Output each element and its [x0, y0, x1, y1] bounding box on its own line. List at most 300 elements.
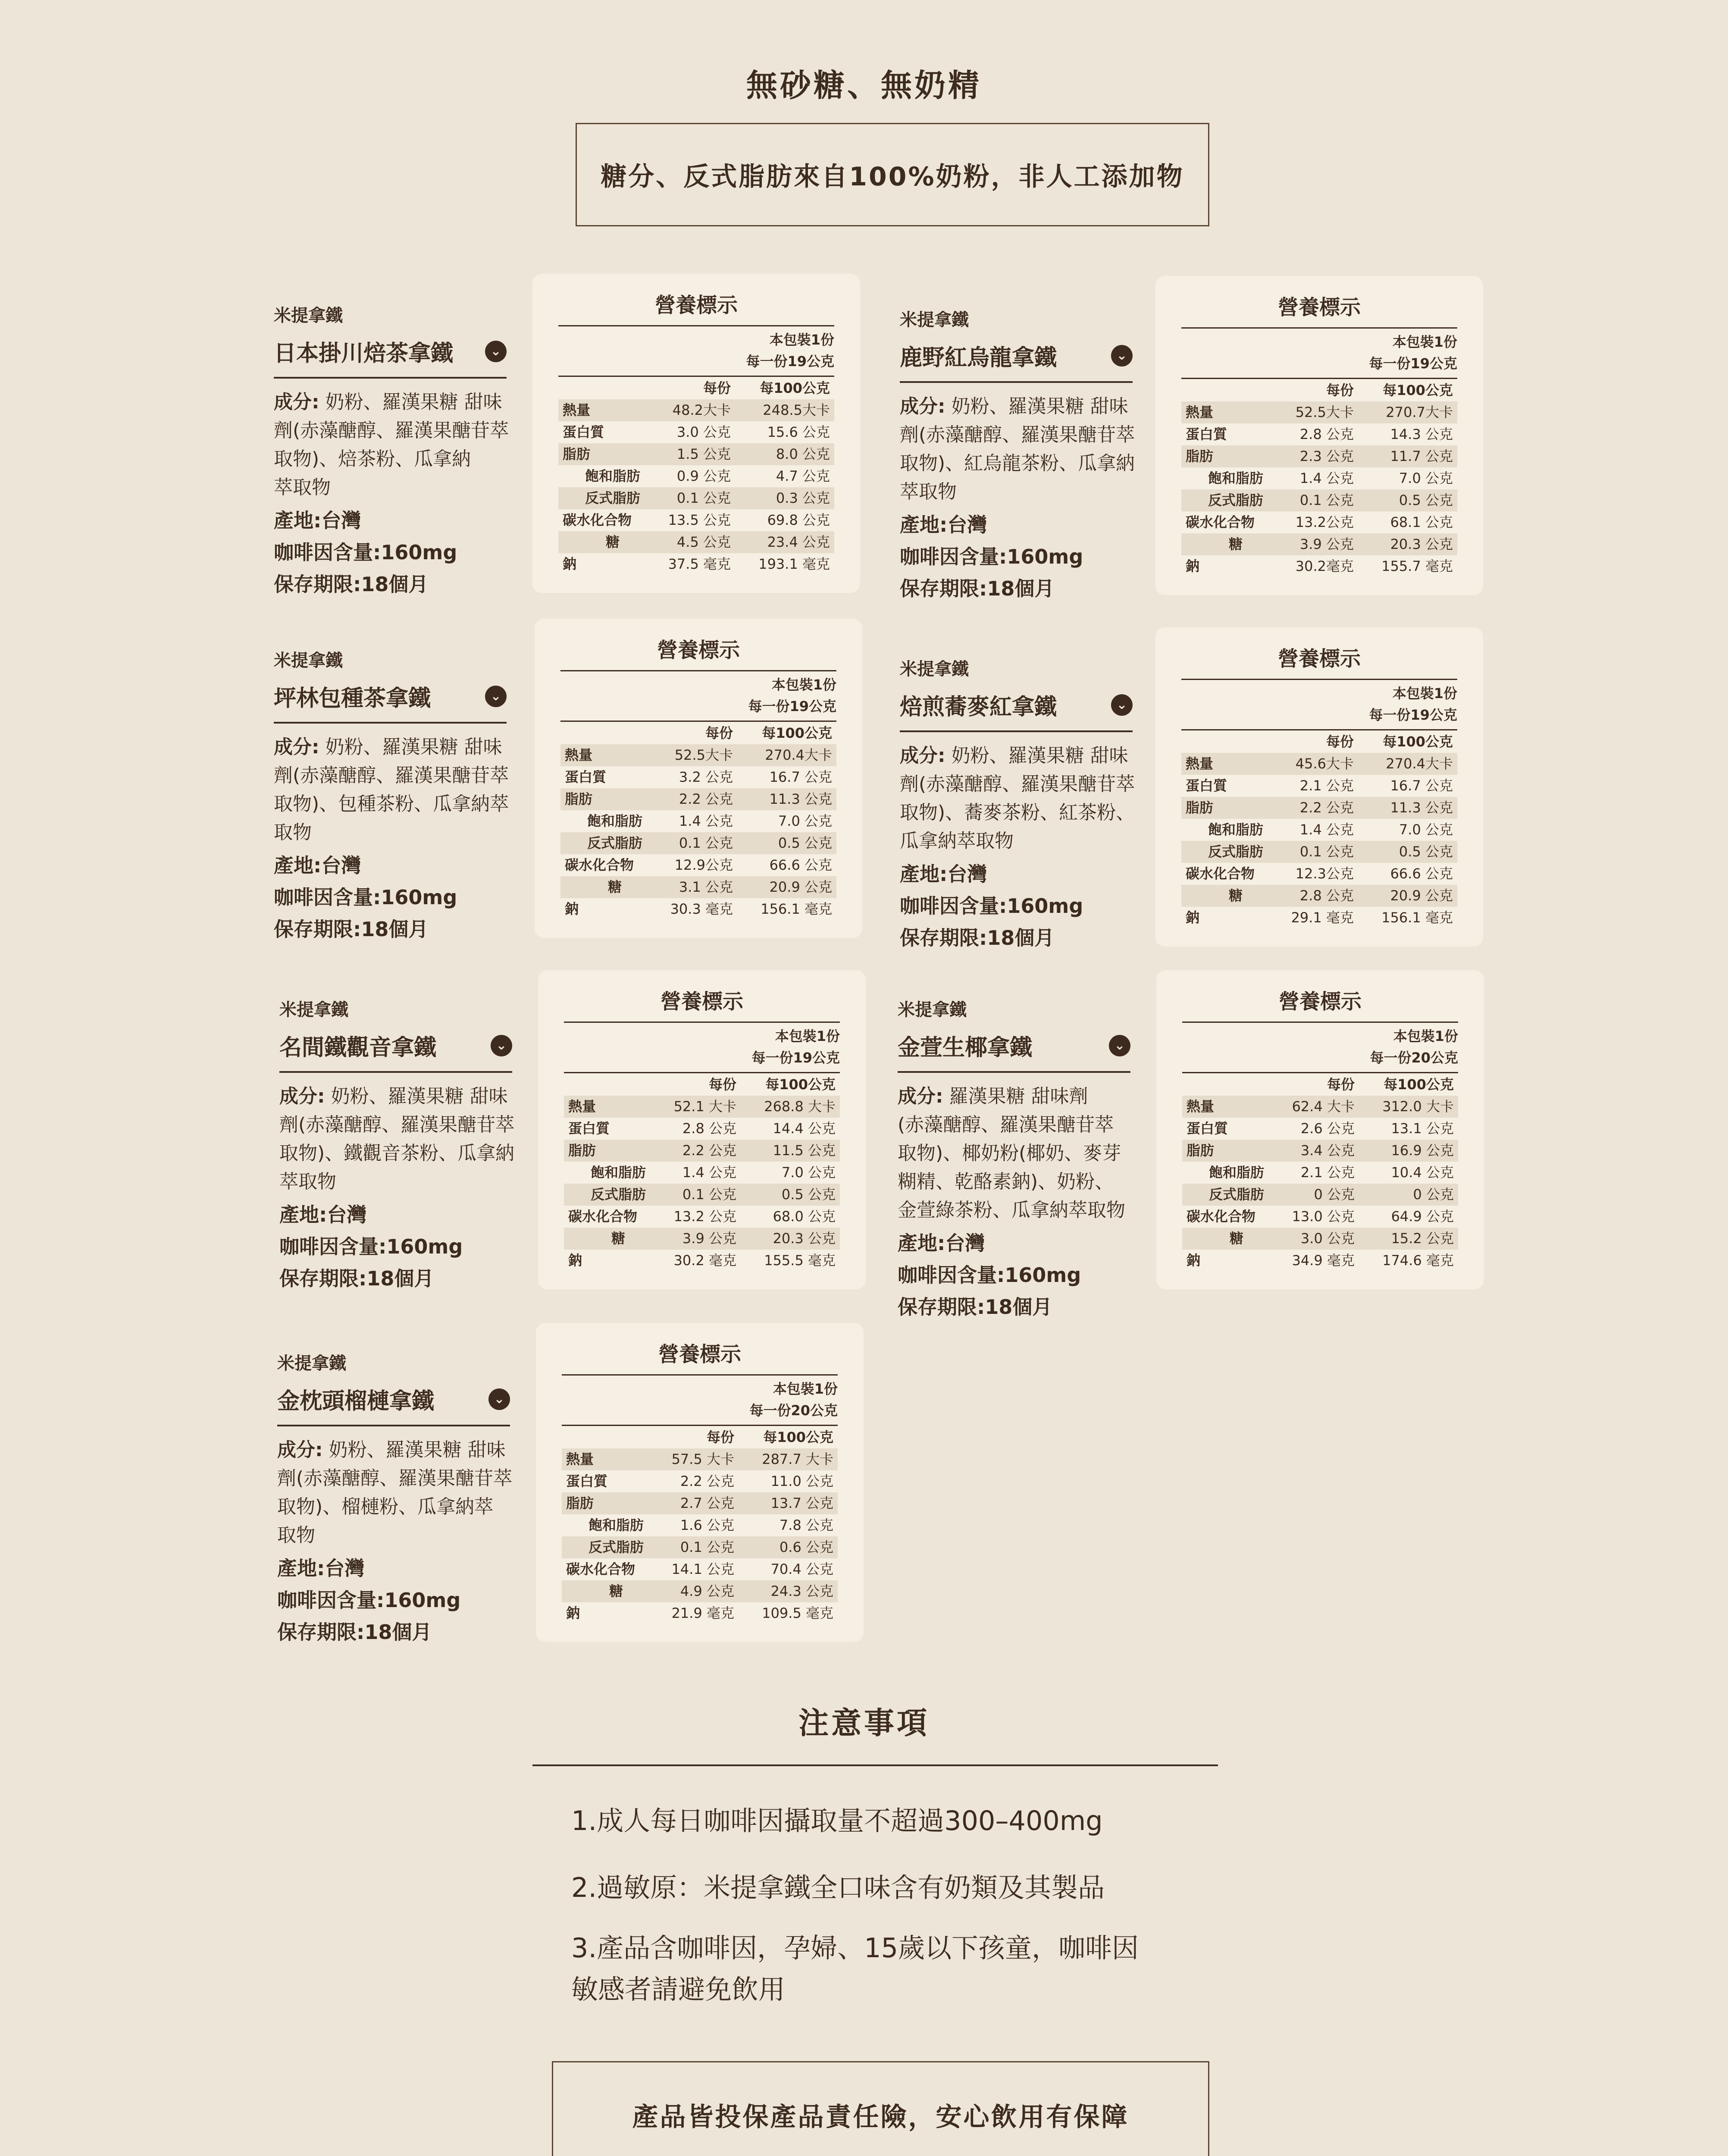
- ingredient-text: 取物)、紅烏龍茶粉、瓜拿納: [900, 452, 1135, 474]
- product-info: [277, 1350, 527, 1648]
- nutrient-label: 脂肪: [1186, 448, 1214, 464]
- nutrient-label: 糖: [611, 1230, 626, 1247]
- chevron-down-icon[interactable]: ⌄: [485, 341, 507, 362]
- tagline-box: 糖分、反式脂肪來自100%奶粉，非人工添加物: [576, 123, 1209, 226]
- nutrition-row: [560, 854, 836, 876]
- nutrient-label: 碳水化合物: [1186, 865, 1255, 882]
- ingredient-line: [900, 799, 1150, 827]
- nutrient-label: 熱量: [1186, 404, 1214, 420]
- nutrient-label: 飽和脂肪: [1208, 470, 1264, 486]
- nutrient-label: 鈉: [568, 1252, 582, 1269]
- nutrient-label: 熱量: [1186, 755, 1214, 772]
- caffeine-content: 咖啡因含量:160mg: [277, 1589, 461, 1612]
- nutrition-header-row: [558, 377, 834, 399]
- serving-info: [1181, 683, 1457, 730]
- product-name-row[interactable]: [900, 689, 1133, 732]
- nutrition-row: [1182, 1140, 1458, 1162]
- nutrition-row: [564, 1184, 840, 1206]
- shelf-life: 保存期限:18個月: [279, 1267, 434, 1290]
- nutrient-per-serving: 52.5大卡: [674, 747, 733, 763]
- serving-info: [560, 674, 836, 722]
- per-100g-header: 每100公克: [760, 380, 830, 396]
- nutrient-label: 蛋白質: [1186, 426, 1227, 442]
- nutrient-per-serving: 2.1 公克: [1300, 1164, 1355, 1181]
- nutrition-row: [1181, 445, 1457, 467]
- nutrition-header-row: [562, 1426, 838, 1448]
- nutrient-per-100g: 11.3 公克: [1390, 799, 1453, 816]
- nutrition-title: 營養標示: [1182, 985, 1458, 1023]
- ingredient-line: [274, 388, 524, 417]
- nutrient-per-100g: 174.6 毫克: [1382, 1252, 1454, 1269]
- ingredients-label: 成分:: [900, 395, 945, 417]
- nutrient-per-serving: 13.2公克: [1295, 514, 1354, 530]
- nutrient-per-100g: 11.5 公克: [773, 1142, 836, 1159]
- nutrient-label: 碳水化合物: [566, 1561, 635, 1577]
- nutrient-label: 脂肪: [566, 1495, 594, 1511]
- ingredient-line: [274, 445, 524, 473]
- brand-label: 米提拿鐵: [898, 1000, 967, 1020]
- nutrient-per-100g: 7.8 公克: [779, 1517, 833, 1533]
- per-serving-header: 每份: [1326, 382, 1354, 398]
- chevron-down-icon[interactable]: ⌄: [1109, 1035, 1130, 1056]
- ingredients-label: 成分:: [277, 1439, 323, 1461]
- nutrient-label: 反式脂肪: [585, 490, 641, 506]
- serving-size: 每一份19公克: [746, 353, 834, 370]
- ingredients-label: 成分:: [900, 745, 945, 767]
- brand-label: 米提拿鐵: [274, 651, 343, 671]
- ingredient-line: [898, 1168, 1148, 1196]
- nutrition-row: [1181, 753, 1457, 775]
- nutrition-title: 營養標示: [560, 633, 836, 671]
- nutrient-per-100g: 13.7 公克: [770, 1495, 833, 1511]
- ingredient-text: 糊精、乾酪素鈉)、奶粉、: [898, 1171, 1114, 1193]
- nutrient-per-100g: 14.3 公克: [1390, 426, 1453, 442]
- nutrient-per-serving: 34.9 毫克: [1292, 1252, 1355, 1269]
- nutrition-row: [1181, 511, 1457, 533]
- ingredient-text: 取物)、榴槤粉、瓜拿納萃: [277, 1496, 494, 1518]
- per-100g-header: 每100公克: [1383, 733, 1453, 750]
- notice-item: 3.產品含咖啡因，孕婦、15歲以下孩童，咖啡因: [571, 1932, 1139, 1964]
- serving-size: 每一份20公克: [1370, 1050, 1458, 1066]
- chevron-down-icon[interactable]: ⌄: [1111, 345, 1133, 367]
- product-name: 金枕頭榴槤拿鐵: [277, 1388, 435, 1414]
- origin: 產地:台灣: [900, 862, 987, 886]
- nutrition-facts-table: [1155, 627, 1483, 946]
- nutrition-header-row: [1182, 1073, 1458, 1096]
- nutrition-row: [562, 1470, 838, 1492]
- nutrition-row: [564, 1250, 840, 1272]
- nutrient-per-100g: 68.1 公克: [1390, 514, 1453, 530]
- serving-size: 每一份19公克: [751, 1050, 840, 1066]
- nutrient-per-serving: 2.2 公克: [680, 1473, 734, 1489]
- nutrition-row: [1181, 819, 1457, 841]
- nutrient-per-serving: 0.1 公克: [1299, 492, 1354, 508]
- nutrient-per-100g: 268.8 大卡: [764, 1098, 836, 1115]
- product-name-row[interactable]: [898, 1029, 1130, 1073]
- nutrition-row: [558, 487, 834, 509]
- ingredient-line: [900, 392, 1150, 421]
- ingredient-text: 取物)、蕎麥茶粉、紅茶粉、: [900, 802, 1135, 824]
- ingredient-text: 金萱綠茶粉、瓜拿納萃取物: [898, 1199, 1125, 1221]
- nutrition-row: [1181, 907, 1457, 929]
- nutrient-per-serving: 3.0 公克: [1300, 1230, 1355, 1247]
- nutrition-title: 營養標示: [564, 985, 840, 1023]
- product-name-row[interactable]: [277, 1383, 510, 1426]
- nutrient-per-serving: 1.4 公克: [1299, 821, 1354, 838]
- nutrient-per-serving: 3.9 公克: [682, 1230, 736, 1247]
- nutrient-per-100g: 16.7 公克: [1390, 777, 1453, 794]
- caffeine-content: 咖啡因含量:160mg: [274, 886, 457, 909]
- nutrition-facts-table: [1155, 276, 1483, 595]
- nutrient-per-serving: 2.8 公克: [1299, 887, 1354, 904]
- nutrient-label: 蛋白質: [1186, 1120, 1228, 1137]
- nutrient-per-serving: 13.2 公克: [673, 1208, 736, 1225]
- chevron-down-icon[interactable]: ⌄: [491, 1035, 512, 1056]
- nutrient-label: 碳水化合物: [563, 512, 632, 528]
- nutrition-row: [1182, 1184, 1458, 1206]
- brand-label: 米提拿鐵: [900, 310, 969, 330]
- nutrient-per-serving: 52.5大卡: [1295, 404, 1354, 420]
- nutrient-per-serving: 2.7 公克: [680, 1495, 734, 1511]
- nutrient-per-100g: 16.9 公克: [1391, 1142, 1454, 1159]
- ingredients: [279, 1082, 529, 1196]
- per-100g-header: 每100公克: [765, 1076, 836, 1093]
- per-100g-header: 每100公克: [763, 1429, 833, 1445]
- notice-item: 敏感者請避免飲用: [571, 1974, 786, 2005]
- chevron-down-icon[interactable]: ⌄: [488, 1388, 510, 1410]
- product-info: [900, 306, 1150, 605]
- nutrient-label: 脂肪: [1186, 799, 1214, 816]
- nutrient-per-100g: 7.0 公克: [781, 1164, 836, 1181]
- ingredient-text: 取物: [277, 1524, 315, 1546]
- nutrient-per-100g: 66.6 公克: [1390, 865, 1453, 882]
- ingredients: [900, 392, 1150, 506]
- nutrition-row: [1181, 885, 1457, 907]
- nutrient-label: 糖: [608, 879, 622, 895]
- nutrient-per-serving: 1.5 公克: [676, 446, 731, 462]
- nutrient-per-100g: 7.0 公克: [1399, 470, 1453, 486]
- nutrition-facts-table: [538, 970, 866, 1289]
- nutrient-per-100g: 23.4 公克: [767, 534, 830, 550]
- serving-info: [562, 1378, 838, 1426]
- nutrition-row: [560, 898, 836, 920]
- ingredient-text: 取物)、鐵觀音茶粉、瓜拿納: [279, 1142, 515, 1164]
- chevron-down-icon[interactable]: ⌄: [1111, 694, 1133, 716]
- nutrient-label: 碳水化合物: [1186, 514, 1255, 530]
- nutrient-per-serving: 21.9 毫克: [671, 1605, 734, 1621]
- nutrition-row: [1181, 863, 1457, 885]
- nutrient-per-100g: 64.9 公克: [1391, 1208, 1454, 1225]
- nutrition-row: [562, 1580, 838, 1602]
- nutrition-row: [1181, 555, 1457, 577]
- nutrient-per-serving: 12.9公克: [674, 857, 733, 873]
- nutrient-per-serving: 1.4 公克: [682, 1164, 736, 1181]
- nutrition-header-row: [1181, 379, 1457, 401]
- nutrition-row: [558, 399, 834, 421]
- nutrient-per-serving: 0.1 公克: [680, 1539, 734, 1555]
- product-info: [274, 302, 524, 600]
- notice-title: 注意事項: [798, 1705, 930, 1741]
- nutrition-facts-table: [536, 1323, 864, 1642]
- product-name-row[interactable]: [274, 335, 507, 379]
- nutrient-per-serving: 3.0 公克: [676, 424, 731, 440]
- nutrition-row: [558, 509, 834, 531]
- nutrition-row: [1182, 1118, 1458, 1140]
- nutrition-header-row: [1181, 730, 1457, 753]
- nutrient-label: 鈉: [563, 556, 577, 572]
- nutrition-row: [558, 443, 834, 465]
- nutrition-row: [1181, 841, 1457, 863]
- nutrition-header-row: [560, 722, 836, 744]
- nutrient-label: 飽和脂肪: [585, 468, 641, 484]
- shelf-life: 保存期限:18個月: [900, 577, 1055, 600]
- nutrient-per-serving: 14.1 公克: [671, 1561, 734, 1577]
- nutrient-per-serving: 29.1 毫克: [1291, 909, 1354, 926]
- nutrient-label: 蛋白質: [566, 1473, 608, 1489]
- shelf-life: 保存期限:18個月: [900, 926, 1055, 950]
- nutrient-per-100g: 156.1 毫克: [1381, 909, 1453, 926]
- product-info: [898, 996, 1148, 1323]
- nutrient-per-100g: 0 公克: [1413, 1186, 1454, 1203]
- nutrient-label: 鈉: [1186, 558, 1200, 574]
- ingredient-line: [277, 1521, 527, 1550]
- nutrient-label: 飽和脂肪: [587, 813, 643, 829]
- nutrient-per-100g: 270.4大卡: [1386, 755, 1453, 772]
- nutrient-per-serving: 0 公克: [1314, 1186, 1355, 1203]
- nutrient-per-serving: 0.1 公克: [676, 490, 731, 506]
- nutrient-per-serving: 52.1 大卡: [673, 1098, 736, 1115]
- chevron-down-icon[interactable]: ⌄: [485, 686, 507, 707]
- ingredient-line: [900, 742, 1150, 770]
- brand-label: 米提拿鐵: [279, 1000, 348, 1020]
- product-name-row[interactable]: [900, 339, 1133, 383]
- nutrient-per-100g: 70.4 公克: [770, 1561, 833, 1577]
- per-serving-header: 每份: [1326, 733, 1354, 750]
- nutrient-per-100g: 0.5 公克: [1399, 492, 1453, 508]
- nutrient-per-100g: 270.7大卡: [1386, 404, 1453, 420]
- nutrient-per-serving: 2.2 公克: [1299, 799, 1354, 816]
- nutrition-row: [564, 1228, 840, 1250]
- nutrient-per-serving: 30.3 毫克: [670, 901, 733, 917]
- nutrient-per-100g: 68.0 公克: [773, 1208, 836, 1225]
- ingredient-text: 取物: [274, 821, 312, 843]
- package-servings: 本包裝1份: [1393, 1028, 1458, 1044]
- nutrition-row: [1182, 1228, 1458, 1250]
- nutrient-per-100g: 155.5 毫克: [764, 1252, 836, 1269]
- nutrient-per-100g: 20.9 公克: [1390, 887, 1453, 904]
- nutrient-per-serving: 2.3 公克: [1299, 448, 1354, 464]
- serving-size: 每一份20公克: [749, 1402, 838, 1419]
- nutrient-label: 鈉: [1186, 909, 1200, 926]
- nutrient-label: 蛋白質: [568, 1120, 610, 1137]
- nutrient-per-100g: 270.4大卡: [765, 747, 832, 763]
- nutrition-row: [560, 832, 836, 854]
- nutrient-label: 熱量: [566, 1451, 594, 1467]
- nutrient-per-serving: 45.6大卡: [1295, 755, 1354, 772]
- product-name-row[interactable]: [274, 680, 507, 724]
- serving-size: 每一份19公克: [1369, 355, 1457, 372]
- ingredients: [274, 733, 524, 847]
- ingredient-line: [277, 1436, 527, 1464]
- nutrient-label: 糖: [1230, 1230, 1244, 1247]
- nutrient-per-serving: 12.3公克: [1295, 865, 1354, 882]
- ingredients-label: 成分:: [274, 391, 319, 413]
- ingredient-text: 奶粉、羅漢果糖 甜味: [951, 395, 1128, 417]
- nutrient-per-100g: 15.2 公克: [1391, 1230, 1454, 1247]
- nutrition-row: [562, 1558, 838, 1580]
- ingredients-label: 成分:: [274, 736, 319, 758]
- nutrient-per-serving: 57.5 大卡: [671, 1451, 734, 1467]
- nutrient-label: 碳水化合物: [565, 857, 634, 873]
- ingredient-text: 奶粉、羅漢果糖 甜味: [325, 391, 502, 413]
- nutrition-facts-table: [532, 274, 860, 593]
- nutrient-per-serving: 2.2 公克: [679, 791, 733, 807]
- package-servings: 本包裝1份: [1392, 685, 1457, 702]
- nutrient-label: 反式脂肪: [1208, 843, 1264, 860]
- nutrient-per-100g: 13.1 公克: [1391, 1120, 1454, 1137]
- nutrition-row: [1182, 1250, 1458, 1272]
- page-title: 無砂糖、無奶精: [746, 67, 982, 103]
- nutrition-row: [560, 810, 836, 832]
- nutrition-row: [564, 1096, 840, 1118]
- brand-label: 米提拿鐵: [274, 306, 343, 326]
- origin: 產地:台灣: [898, 1232, 985, 1255]
- ingredient-line: [279, 1139, 529, 1168]
- serving-info: [1181, 331, 1457, 379]
- package-servings: 本包裝1份: [1392, 334, 1457, 350]
- shelf-life: 保存期限:18個月: [277, 1620, 432, 1644]
- notice-item: 1.成人每日咖啡因攝取量不超過300–400mg: [571, 1805, 1103, 1836]
- ingredient-text: 取物)、焙茶粉、瓜拿納: [274, 448, 471, 470]
- product-name: 鹿野紅烏龍拿鐵: [900, 345, 1057, 371]
- nutrient-label: 糖: [1229, 887, 1243, 904]
- origin: 產地:台灣: [277, 1557, 365, 1580]
- nutrient-per-100g: 0.5 公克: [1399, 843, 1453, 860]
- ingredient-text: 羅漢果糖 甜味劑: [949, 1085, 1088, 1107]
- ingredients: [898, 1082, 1148, 1225]
- nutrition-row: [560, 876, 836, 898]
- package-servings: 本包裝1份: [771, 677, 836, 693]
- ingredient-text: 萃取物: [279, 1171, 336, 1193]
- nutrient-label: 飽和脂肪: [591, 1164, 646, 1181]
- nutrition-row: [1182, 1206, 1458, 1228]
- nutrient-label: 反式脂肪: [1209, 1186, 1265, 1203]
- nutrient-per-serving: 3.4 公克: [1300, 1142, 1355, 1159]
- nutrition-row: [1181, 489, 1457, 511]
- per-100g-header: 每100公克: [1383, 382, 1453, 398]
- ingredient-text: (赤藻醣醇、羅漢果醣苷萃: [898, 1114, 1114, 1136]
- per-serving-header: 每份: [1327, 1076, 1355, 1093]
- caffeine-content: 咖啡因含量:160mg: [900, 545, 1083, 568]
- nutrition-title: 營養標示: [558, 288, 834, 326]
- ingredient-text: 劑(赤藻醣醇、羅漢果醣苷萃: [900, 424, 1135, 446]
- nutrient-per-serving: 37.5 毫克: [668, 556, 731, 572]
- serving-info: [558, 329, 834, 377]
- per-100g-header: 每100公克: [1384, 1076, 1454, 1093]
- nutrient-per-serving: 0.1 公克: [679, 835, 733, 851]
- nutrient-label: 脂肪: [563, 446, 591, 462]
- nutrition-row: [558, 421, 834, 443]
- nutrient-label: 熱量: [565, 747, 593, 763]
- ingredients-label: 成分:: [898, 1085, 943, 1107]
- per-serving-header: 每份: [708, 1076, 736, 1093]
- ingredient-text: 劑(赤藻醣醇、羅漢果醣苷萃: [274, 420, 509, 442]
- origin: 產地:台灣: [279, 1203, 367, 1226]
- nutrient-per-serving: 1.4 公克: [1299, 470, 1354, 486]
- nutrient-per-100g: 156.1 毫克: [761, 901, 832, 917]
- caffeine-content: 咖啡因含量:160mg: [279, 1235, 463, 1258]
- nutrition-row: [564, 1118, 840, 1140]
- product-info: [274, 647, 524, 945]
- ingredient-line: [900, 770, 1150, 799]
- ingredient-line: [277, 1493, 527, 1521]
- ingredient-text: 萃取物: [274, 476, 331, 498]
- nutrient-label: 熱量: [568, 1098, 596, 1115]
- ingredient-text: 瓜拿納萃取物: [900, 830, 1014, 852]
- nutrient-label: 飽和脂肪: [589, 1517, 644, 1533]
- nutrient-per-100g: 155.7 毫克: [1381, 558, 1453, 574]
- nutrient-per-serving: 4.9 公克: [680, 1583, 734, 1599]
- nutrition-row: [560, 766, 836, 788]
- per-serving-header: 每份: [706, 1429, 734, 1445]
- ingredient-line: [898, 1139, 1148, 1168]
- nutrient-per-serving: 1.4 公克: [679, 813, 733, 829]
- nutrient-per-serving: 62.4 大卡: [1292, 1098, 1355, 1115]
- nutrient-label: 糖: [606, 534, 620, 550]
- ingredient-line: [274, 818, 524, 847]
- nutrient-per-100g: 312.0 大卡: [1382, 1098, 1454, 1115]
- shelf-life: 保存期限:18個月: [274, 573, 429, 596]
- ingredient-text: 取物)、包種茶粉、瓜拿納萃: [274, 793, 509, 815]
- nutrition-row: [562, 1448, 838, 1470]
- nutrient-label: 糖: [609, 1583, 623, 1599]
- brand-label: 米提拿鐵: [900, 659, 969, 679]
- origin: 產地:台灣: [274, 509, 361, 532]
- nutrition-row: [1181, 401, 1457, 423]
- ingredient-line: [900, 449, 1150, 478]
- nutrient-per-100g: 24.3 公克: [770, 1583, 833, 1599]
- nutrient-per-serving: 2.6 公克: [1300, 1120, 1355, 1137]
- nutrition-row: [1181, 533, 1457, 555]
- nutrient-per-100g: 8.0 公克: [776, 446, 830, 462]
- ingredients-label: 成分:: [279, 1085, 325, 1107]
- nutrient-per-100g: 0.5 公克: [781, 1186, 836, 1203]
- product-name-row[interactable]: [279, 1029, 512, 1073]
- nutrition-title: 營養標示: [562, 1338, 838, 1376]
- nutrient-per-100g: 11.7 公克: [1390, 448, 1453, 464]
- ingredient-line: [274, 761, 524, 790]
- nutrition-row: [1181, 775, 1457, 797]
- ingredient-line: [279, 1168, 529, 1196]
- ingredient-line: [900, 421, 1150, 449]
- nutrient-per-serving: 3.9 公克: [1299, 536, 1354, 552]
- origin: 產地:台灣: [900, 513, 987, 536]
- serving-size: 每一份19公克: [748, 698, 836, 714]
- package-servings: 本包裝1份: [775, 1028, 840, 1044]
- nutrient-label: 飽和脂肪: [1209, 1164, 1265, 1181]
- nutrient-per-serving: 1.6 公克: [680, 1517, 734, 1533]
- nutrient-per-serving: 30.2 毫克: [673, 1252, 736, 1269]
- ingredient-line: [274, 790, 524, 818]
- nutrition-facts-table: [535, 619, 862, 938]
- nutrient-per-100g: 0.3 公克: [776, 490, 830, 506]
- nutrient-per-100g: 287.7 大卡: [762, 1451, 833, 1467]
- nutrition-title: 營養標示: [1181, 291, 1457, 329]
- ingredient-line: [898, 1111, 1148, 1139]
- ingredient-line: [898, 1196, 1148, 1225]
- nutrient-per-serving: 2.8 公克: [682, 1120, 736, 1137]
- nutrient-per-100g: 109.5 毫克: [762, 1605, 833, 1621]
